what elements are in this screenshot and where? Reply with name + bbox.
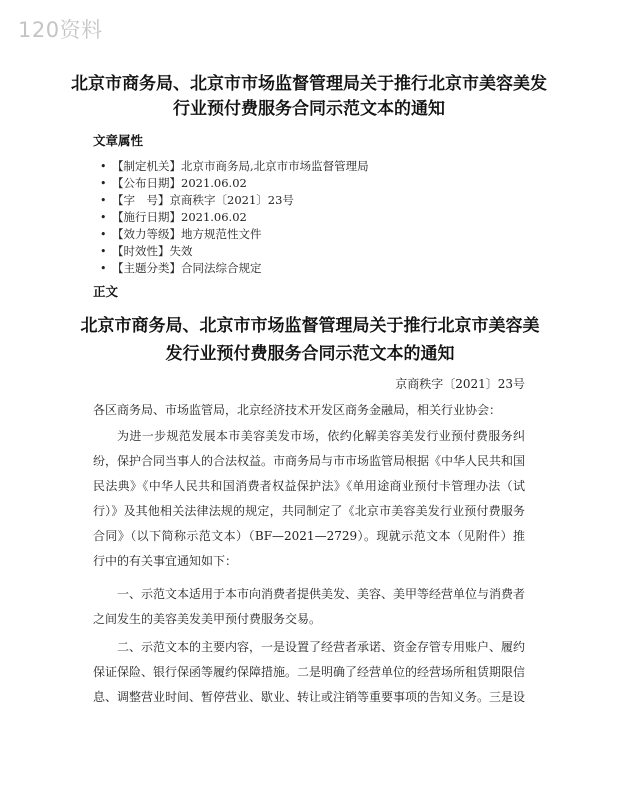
addressee: 各区商务局、市场监管局，北京经济技术开发区商务金融局，相关行业协会： — [93, 403, 502, 417]
attribute-item: • 【主题分类】合同法综合规定 — [100, 261, 262, 275]
bullet-icon: • — [100, 228, 107, 241]
document-number: 京商秩字〔2021〕23号 — [395, 377, 525, 391]
paragraph: 一、示范文本适用于本市向消费者提供美发、美容、美甲等经营单位与消费者之间发生的美容美发美甲预付费服务交易。 — [93, 587, 526, 626]
body-title: 北京市商务局、北京市市场监督管理局关于推行北京市美容美发行业预付费服务合同示范文本的通知 — [80, 316, 540, 364]
body-heading: 正文 — [93, 284, 119, 299]
watermark: 120资料 — [18, 18, 103, 42]
attributes-heading: 文章属性 — [93, 133, 144, 148]
bullet-icon: • — [100, 160, 107, 173]
bullet-icon: • — [100, 211, 107, 224]
attribute-item: • 【效力等级】地方规范性文件 — [100, 227, 262, 241]
attributes-list — [100, 158, 369, 277]
attribute-item: • 【时效性】失效 — [100, 244, 193, 258]
bullet-icon: • — [100, 245, 107, 258]
paragraph: 为进一步规范发展本市美容美发市场，依约化解美容美发行业预付费服务纠纷，保护合同当事人的合法权益。市商务局与市市场监管局根据《中华人民共和国民法典》《中华人民共和国消费者权益保护法》《单用途商业预付卡管理办法（试行）》及其他相关法律法规的规定，共同制定了《北京市美容美发行业预付费服务合同》（以下简称示范文本）（BF—2021—2729）。现就示范文本（见附件）推行中的有关事宜通知如下： — [93, 429, 526, 568]
bullet-icon: • — [100, 194, 107, 207]
attribute-item: • 【制定机关】北京市商务局,北京市市场监督管理局 — [100, 159, 369, 173]
bullet-icon: • — [100, 262, 107, 275]
attribute-item: • 【字 号】京商秩字〔2021〕23号 — [100, 193, 294, 207]
attribute-item: • 【公布日期】2021.06.02 — [100, 176, 247, 190]
attribute-item: • 【施行日期】2021.06.02 — [100, 210, 247, 224]
bullet-icon: • — [100, 177, 107, 190]
paragraph: 二、示范文本的主要内容，一是设置了经营者承诺、资金存管专用账户、履约保证保险、银行保函等履约保障措施。二是明确了经营单位的经营场所租赁期限信息、调整营业时间、暂停营业、歇业、转让或注销等重要事项的告知义务。三是设 — [93, 640, 526, 704]
document-title: 北京市商务局、北京市市场监督管理局关于推行北京市美容美发行业预付费服务合同示范文本的通知 — [71, 74, 547, 119]
